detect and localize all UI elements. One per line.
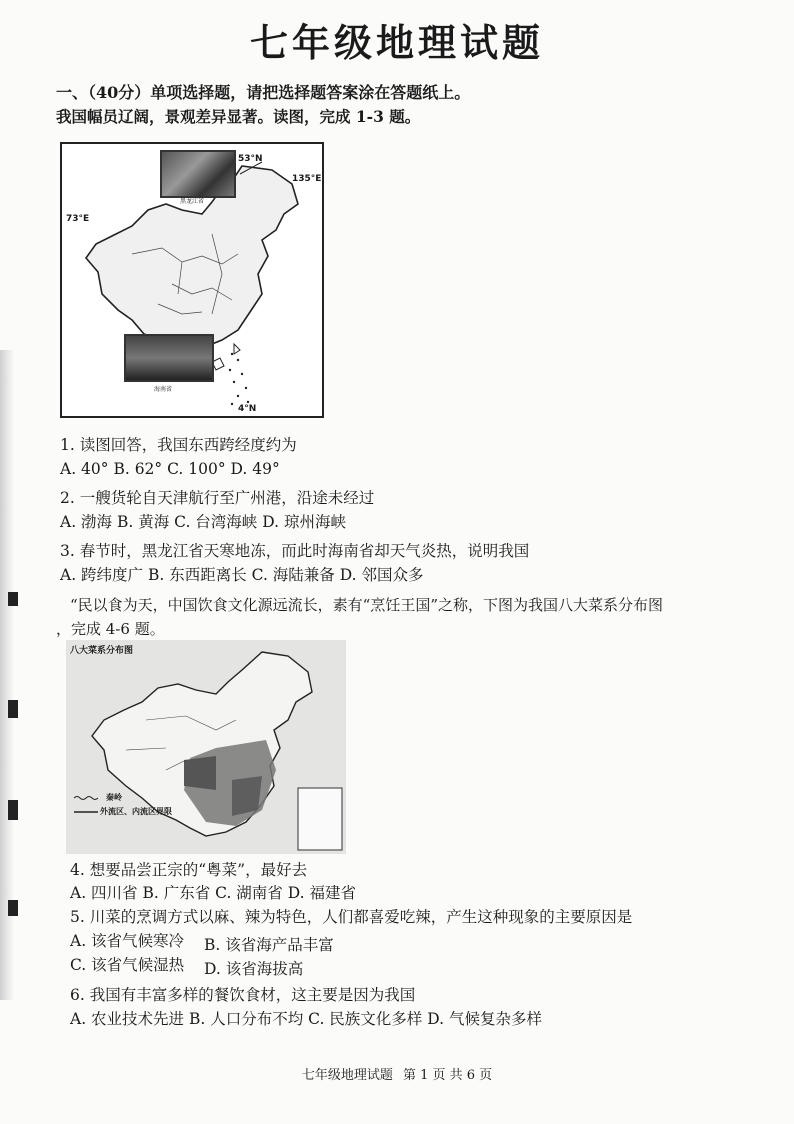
question-stem: 1. 读图回答，我国东西跨经度约为 bbox=[60, 436, 297, 454]
photo-caption: 黑龙江省 bbox=[180, 198, 205, 205]
footer-page-number: 第 1 页 共 6 页 bbox=[402, 1068, 493, 1083]
question-options: A. 40° B. 62° C. 100° D. 49° bbox=[60, 460, 280, 478]
question-intro: ，完成 4-6 题。 bbox=[56, 620, 165, 638]
hainan-photo bbox=[124, 334, 214, 382]
binding-mark bbox=[8, 700, 18, 718]
question-stem: 6. 我国有丰富多样的餐饮食材，这主要是因为我国 bbox=[70, 986, 416, 1004]
binding-mark bbox=[8, 800, 18, 820]
cuisine-map-figure bbox=[66, 640, 346, 854]
legend-qinling: 秦岭 bbox=[106, 793, 122, 802]
question-intro: “民以食为天，中国饮食文化源远流长，素有“烹饪王国”之称，下图为我国八大菜系分布图 bbox=[70, 596, 664, 614]
question-options: A. 跨纬度广 B. 东西距离长 C. 海陆兼备 D. 邻国众多 bbox=[60, 566, 424, 584]
question-intro: 我国幅员辽阔，景观差异显著。读图，完成 1-3 题。 bbox=[56, 107, 421, 126]
section-heading: 一、（40分）单项选择题，请把选择题答案涂在答题纸上。 bbox=[56, 83, 471, 102]
latitude-label: 4°N bbox=[238, 404, 257, 414]
question-stem: 2. 一艘货轮自天津航行至广州港，沿途未经过 bbox=[60, 489, 375, 507]
longitude-label: 73°E bbox=[66, 214, 90, 224]
map-title: 八大菜系分布图 bbox=[70, 646, 134, 656]
page-title: 七年级地理试题 bbox=[249, 20, 544, 65]
china-territory-map bbox=[60, 142, 324, 418]
question-options: A. 四川省 B. 广东省 C. 湖南省 D. 福建省 bbox=[70, 884, 356, 902]
question-stem: 5. 川菜的烹调方式以麻、辣为特色，人们都喜爱吃辣，产生这种现象的主要原因是 bbox=[70, 908, 633, 926]
question-option: B. 该省海产品丰富 bbox=[204, 936, 334, 954]
photo-caption: 海南省 bbox=[154, 386, 173, 393]
question-stem: 3. 春节时，黑龙江省天寒地冻，而此时海南省却天气炎热，说明我国 bbox=[60, 542, 530, 560]
question-option: D. 该省海拔高 bbox=[204, 960, 304, 978]
binding-mark bbox=[8, 900, 18, 916]
cuisine-distribution-map bbox=[66, 640, 346, 854]
question-options: A. 农业技术先进 B. 人口分布不均 C. 民族文化多样 D. 气候复杂多样 bbox=[70, 1010, 542, 1028]
heilongjiang-photo bbox=[160, 150, 236, 198]
latitude-label: 53°N bbox=[238, 154, 263, 164]
legend-boundary: 外流区、内流区界限 bbox=[100, 807, 172, 816]
footer-subject: 七年级地理试题 bbox=[301, 1068, 393, 1083]
question-option: A. 该省气候寒冷 bbox=[70, 932, 185, 950]
question-option: C. 该省气候湿热 bbox=[70, 956, 185, 974]
question-stem: 4. 想要品尝正宗的“粤菜”，最好去 bbox=[70, 861, 308, 879]
binding-mark bbox=[8, 592, 18, 606]
question-options: A. 渤海 B. 黄海 C. 台湾海峡 D. 琼州海峡 bbox=[60, 513, 346, 531]
page-footer bbox=[0, 1064, 794, 1083]
longitude-label: 135°E bbox=[292, 174, 322, 184]
